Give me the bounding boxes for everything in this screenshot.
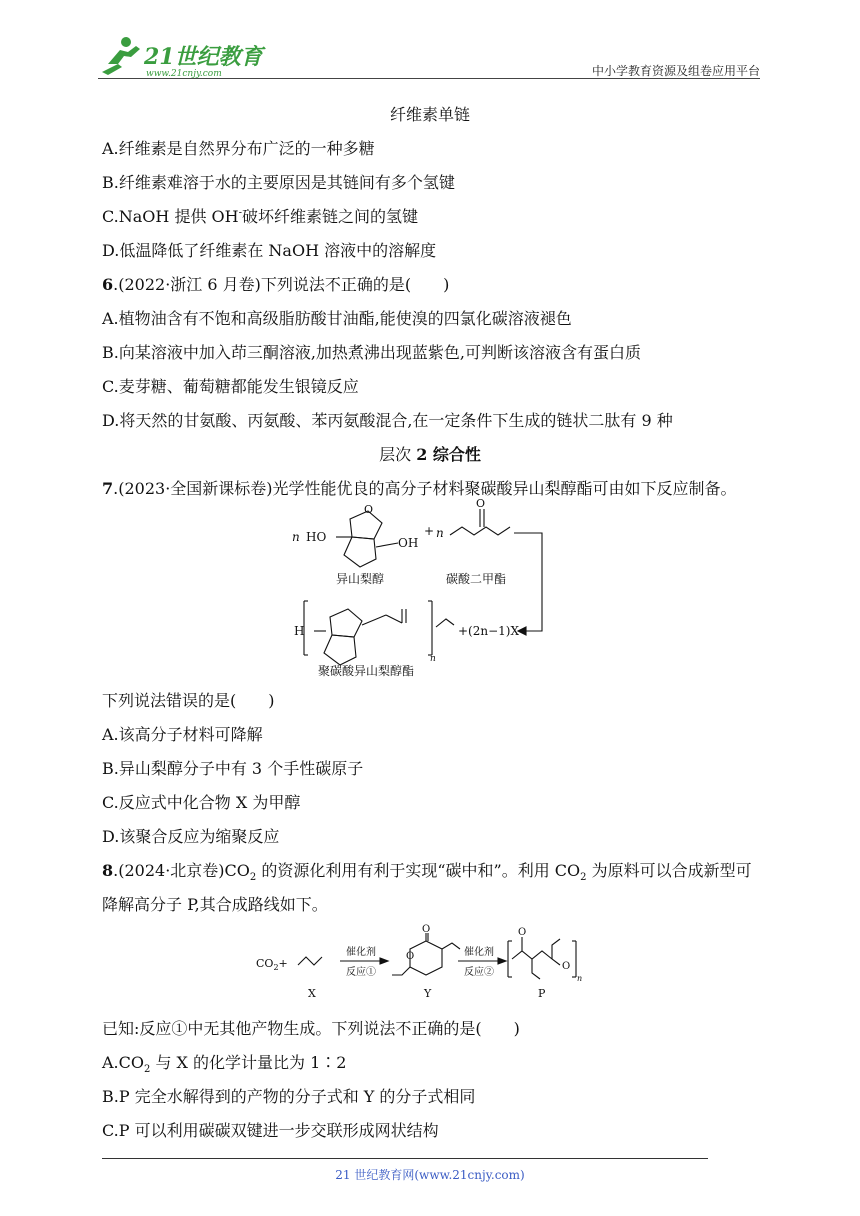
q8-reaction2-label: 反应② (464, 967, 494, 978)
q5-option-c: C.NaOH 提供 OH-破坏纤维素链之间的氢键 (102, 207, 419, 226)
page-header (98, 28, 760, 80)
q7-reaction-diagram (290, 497, 560, 677)
site-logo (98, 34, 268, 78)
q6-option-a: A.植物油含有不饱和高级脂肪酸甘油酯,能使溴的四氯化碳溶液褪色 (102, 309, 572, 328)
q8-p-ester-oxygen: O (562, 961, 571, 972)
q7-option-a: A.该高分子材料可降解 (102, 725, 263, 744)
q8-stem: 8.(2024·北京卷)$CO_2$ 的资源化利用有利于实现“碳中和”。利用 $CO_2$ 为原料可以合成新型可 (102, 861, 752, 884)
q8-x-label: X (308, 987, 316, 1000)
q7-oh-label: OH (398, 536, 419, 550)
q7-option-d: D.该聚合反应为缩聚反应 (102, 827, 280, 846)
footer-divider (102, 1158, 708, 1159)
q7-question: 下列说法错误的是( ) (102, 691, 275, 710)
q5-option-d: D.低温降低了纤维素在 NaOH 溶液中的溶解度 (102, 241, 437, 260)
q6-option-b: B.向某溶液中加入茚三酮溶液,加热煮沸出现蓝紫色,可判断该溶液含有蛋白质 (102, 343, 642, 362)
q7-byproduct: +(2n−1)X (458, 624, 520, 638)
q8-option-a: $A.CO_2$ 与 X 的化学计量比为 1∶2 (102, 1053, 347, 1076)
q8-synthesis-route (250, 924, 583, 1003)
q8-y-carbonyl-oxygen: O (422, 924, 431, 935)
logo-text: 21世纪教育 (144, 44, 263, 70)
q7-carbonyl-oxygen: O (476, 497, 486, 510)
q8-known: 已知:反应①中无其他产物生成。下列说法不正确的是( ) (102, 1019, 520, 1038)
q8-option-b: B.P 完全水解得到的产物的分子式和 Y 的分子式相同 (102, 1087, 476, 1106)
q6-stem: 6.(2022·浙江 6 月卷)下列说法不正确的是( ) (102, 275, 450, 294)
q7-h-endgroup: H (294, 624, 305, 638)
q8-reaction1-label: 反应① (346, 967, 376, 978)
q8-p-carbonyl-oxygen: O (518, 927, 527, 938)
q7-plus-sign: + (424, 524, 435, 538)
q8-catalyst1-label: 催化剂 (346, 947, 376, 958)
q6-option-d: D.将天然的甘氨酸、丙氨酸、苯丙氨酸混合,在一定条件下生成的链状二肽有 9 种 (102, 411, 673, 430)
logo-url: www.21cnjy.com (146, 69, 222, 79)
q5-option-a: A.纤维素是自然界分布广泛的一种多糖 (102, 139, 375, 158)
q7-option-b: B.异山梨醇分子中有 3 个手性碳原子 (102, 759, 364, 778)
q8-co2-label: $CO_2+$ (256, 957, 288, 972)
q7-ring-oxygen: O (364, 503, 374, 516)
q8-catalyst2-label: 催化剂 (464, 947, 494, 958)
section-heading: 层次 2 综合性 (379, 445, 481, 464)
q8-stem-line2: 降解高分子 P,其合成路线如下。 (102, 895, 328, 914)
q7-product-label: 聚碳酸异山梨醇酯 (318, 664, 415, 678)
footer-link[interactable]: 21 世纪教育网(www.21cnjy.com) (335, 1168, 525, 1182)
figure-caption: 纤维素单链 (389, 105, 470, 124)
q7-n-coefficient-2: n (436, 526, 444, 540)
q8-p-label: P (538, 987, 546, 1000)
q8-repeat-n: n (577, 974, 583, 983)
q7-repeat-n: n (430, 654, 436, 664)
q7-ho-label: HO (306, 530, 327, 544)
q7-reactant1-label: 异山梨醇 (336, 572, 385, 586)
q7-n-coefficient-1: n (292, 530, 300, 544)
q7-option-c: C.反应式中化合物 X 为甲醇 (102, 793, 301, 812)
q5-option-b: B.纤维素难溶于水的主要原因是其链间有多个氢键 (102, 173, 455, 192)
q8-y-label: Y (424, 987, 432, 1000)
q8-option-c: C.P 可以利用碳碳双键进一步交联形成网状结构 (102, 1121, 439, 1140)
q7-reactant2-label: 碳酸二甲酯 (446, 572, 507, 586)
site-name: 中小学教育资源及组卷应用平台 (591, 64, 760, 78)
q8-y-ring-oxygen: O (406, 951, 415, 962)
header-divider (98, 78, 760, 79)
q7-stem: 7.(2023·全国新课标卷)光学性能优良的高分子材料聚碳酸异山梨醇酯可由如下反应制备。 (102, 479, 737, 498)
q6-option-c: C.麦芽糖、葡萄糖都能发生银镜反应 (102, 377, 359, 396)
